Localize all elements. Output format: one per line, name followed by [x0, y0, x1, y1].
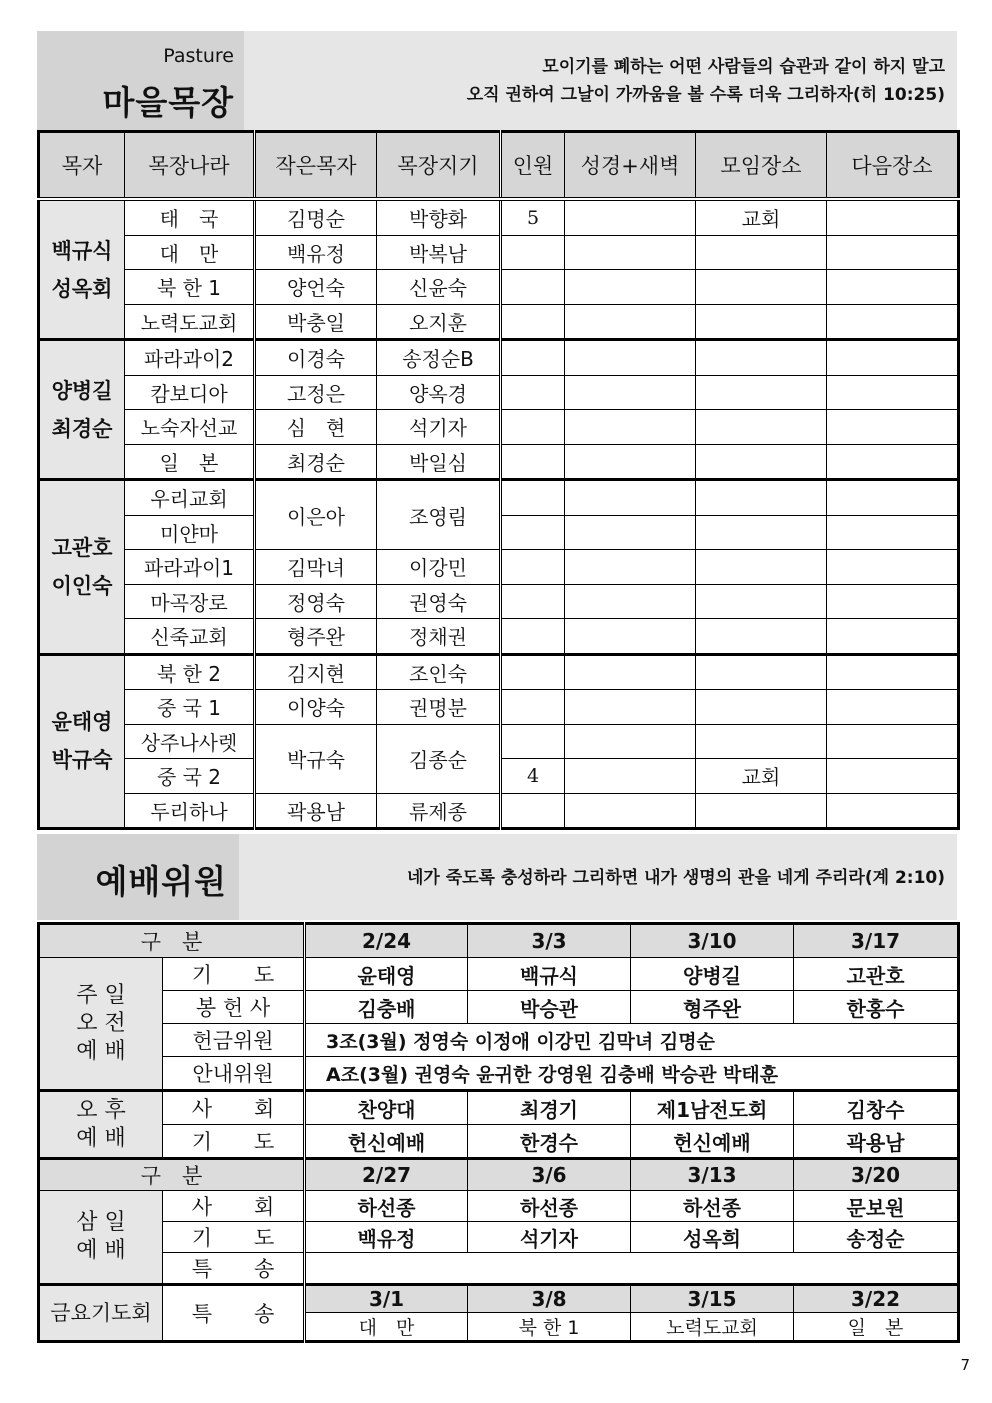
place-cell [696, 690, 827, 725]
place-cell: 교회 [696, 199, 827, 235]
table-row [39, 1222, 959, 1253]
nation-cell: 파라과이1 [125, 550, 255, 585]
name-cell: 하선종 [631, 1191, 794, 1222]
date-cell: 3/13 [631, 1159, 794, 1191]
col-header: 모임장소 [696, 132, 827, 200]
small-leader-cell: 이경숙 [255, 340, 377, 376]
count-cell [501, 584, 565, 619]
bible-cell [565, 480, 696, 516]
keeper-cell: 김종순 [377, 724, 501, 793]
mokjang-table [37, 130, 960, 830]
name-cell: 하선종 [468, 1191, 631, 1222]
wednesday-label: 삼 일 예 배 [39, 1191, 163, 1285]
small-leader-cell: 양언숙 [255, 270, 377, 305]
table-row [39, 199, 959, 235]
col-header: 목장지기 [377, 132, 501, 200]
role-label: 봉 헌 사 [163, 991, 305, 1024]
date-cell: 3/1 [305, 1285, 468, 1313]
place-cell [696, 515, 827, 550]
role-label: 특 송 [163, 1285, 305, 1342]
nation-cell: 파라과이2 [125, 340, 255, 376]
count-cell [501, 619, 565, 655]
bible-cell [565, 270, 696, 305]
verse-line-1: 모이기를 폐하는 어떤 사람들의 습관과 같이 하지 말고 [542, 57, 945, 77]
next-cell [827, 759, 959, 794]
keeper-cell: 권명분 [377, 690, 501, 725]
name-cell: 한경수 [468, 1125, 631, 1159]
next-cell [827, 480, 959, 516]
place-cell [696, 270, 827, 305]
table-row [39, 375, 959, 410]
small-leader-cell: 이양숙 [255, 690, 377, 725]
count-cell: 5 [501, 199, 565, 235]
section2-title-box [37, 834, 239, 920]
table-header-row [39, 132, 959, 200]
verse-line-2: 오직 권하여 그날이 가까움을 볼 수록 더욱 그리하자(히 10:25) [466, 85, 945, 105]
nation-cell: 중 국 1 [125, 690, 255, 725]
bible-cell [565, 444, 696, 480]
team-cell: 대 만 [305, 1313, 468, 1342]
bible-cell [565, 235, 696, 270]
keeper-cell: 이강민 [377, 550, 501, 585]
bible-cell [565, 375, 696, 410]
table-row [39, 1024, 959, 1057]
place-cell: 교회 [696, 759, 827, 794]
count-cell [501, 654, 565, 690]
name-cell: 김충배 [305, 991, 468, 1024]
keeper-cell: 양옥경 [377, 375, 501, 410]
sunday-am-label: 주 일 오 전 예 배 [39, 958, 163, 1091]
next-cell [827, 515, 959, 550]
pastor-cell: 윤태영 박규숙 [39, 654, 125, 829]
next-cell [827, 619, 959, 655]
table-row [39, 340, 959, 376]
keeper-cell: 권영숙 [377, 584, 501, 619]
table-row [39, 1091, 959, 1125]
table-row [39, 1253, 959, 1285]
name-cell: 헌신예배 [305, 1125, 468, 1159]
table-row [39, 619, 959, 655]
table-row [39, 1285, 959, 1313]
name-cell: 박승관 [468, 991, 631, 1024]
small-leader-cell: 김막녀 [255, 550, 377, 585]
bible-cell [565, 654, 696, 690]
section1-header [37, 31, 957, 130]
role-label: 사 회 [163, 1191, 305, 1222]
section2-header [37, 834, 957, 920]
place-cell [696, 584, 827, 619]
table-row [39, 270, 959, 305]
name-cell: 찬양대 [305, 1091, 468, 1125]
count-cell [501, 270, 565, 305]
role-label: 기 도 [163, 1222, 305, 1253]
table-row [39, 1057, 959, 1091]
team-cell: 북 한 1 [468, 1313, 631, 1342]
small-leader-cell: 백유정 [255, 235, 377, 270]
place-cell [696, 235, 827, 270]
count-cell [501, 724, 565, 759]
keeper-cell: 조영림 [377, 480, 501, 550]
nation-cell: 북 한 1 [125, 270, 255, 305]
keeper-cell: 류제종 [377, 793, 501, 829]
name-cell: 백규식 [468, 958, 631, 991]
keeper-cell: 박향화 [377, 199, 501, 235]
small-leader-cell: 김지현 [255, 654, 377, 690]
section1-title: 마을목장 [102, 83, 234, 122]
date-cell: 2/24 [305, 924, 468, 958]
name-cell: 헌신예배 [631, 1125, 794, 1159]
table-row [39, 690, 959, 725]
bible-cell [565, 199, 696, 235]
name-cell: 제1남전도회 [631, 1091, 794, 1125]
role-label: 헌금위원 [163, 1024, 305, 1057]
count-cell [501, 340, 565, 376]
col-header: 작은목자 [255, 132, 377, 200]
pastor-cell: 고관호 이인숙 [39, 480, 125, 655]
table-row [39, 654, 959, 690]
date-cell: 3/15 [631, 1285, 794, 1313]
place-cell [696, 619, 827, 655]
next-cell [827, 584, 959, 619]
keeper-cell: 신윤숙 [377, 270, 501, 305]
nation-cell: 노숙자선교 [125, 410, 255, 445]
date-cell: 2/27 [305, 1159, 468, 1191]
next-cell [827, 304, 959, 340]
nation-cell: 대 만 [125, 235, 255, 270]
special-song-cell [305, 1253, 959, 1285]
count-cell [501, 375, 565, 410]
count-cell [501, 550, 565, 585]
count-cell: 4 [501, 759, 565, 794]
count-cell [501, 235, 565, 270]
table-row [39, 550, 959, 585]
next-cell [827, 235, 959, 270]
next-cell [827, 550, 959, 585]
nation-cell: 노력도교회 [125, 304, 255, 340]
next-cell [827, 410, 959, 445]
nation-cell: 두리하나 [125, 793, 255, 829]
date-cell: 3/10 [631, 924, 794, 958]
bible-cell [565, 410, 696, 445]
offering-team-cell: 3조(3월) 정영숙 이정애 이강민 김막녀 김명순 [305, 1024, 959, 1057]
count-cell [501, 793, 565, 829]
table-row [39, 724, 959, 759]
pastor-cell: 백규식 성옥회 [39, 199, 125, 340]
count-cell [501, 690, 565, 725]
next-cell [827, 340, 959, 376]
col-header: 목자 [39, 132, 125, 200]
name-cell: 곽용남 [794, 1125, 959, 1159]
role-label: 안내위원 [163, 1057, 305, 1091]
nation-cell: 태 국 [125, 199, 255, 235]
count-cell [501, 410, 565, 445]
bible-cell [565, 793, 696, 829]
role-label: 기 도 [163, 958, 305, 991]
place-cell [696, 340, 827, 376]
table-row [39, 991, 959, 1024]
small-leader-cell: 고정은 [255, 375, 377, 410]
small-leader-cell: 이은아 [255, 480, 377, 550]
keeper-cell: 조인숙 [377, 654, 501, 690]
col-header: 성경+새벽 [565, 132, 696, 200]
next-cell [827, 654, 959, 690]
role-label: 사 회 [163, 1091, 305, 1125]
bible-cell [565, 584, 696, 619]
nation-cell: 신죽교회 [125, 619, 255, 655]
table-row [39, 235, 959, 270]
place-cell [696, 654, 827, 690]
small-leader-cell: 심 현 [255, 410, 377, 445]
nation-cell: 상주나사렛 [125, 724, 255, 759]
name-cell: 윤태영 [305, 958, 468, 991]
bible-cell [565, 340, 696, 376]
col-header: 다음장소 [827, 132, 959, 200]
team-cell: 노력도교회 [631, 1313, 794, 1342]
friday-label: 금요기도회 [39, 1285, 163, 1342]
nation-cell: 미얀마 [125, 515, 255, 550]
keeper-cell: 석기자 [377, 410, 501, 445]
count-cell [501, 515, 565, 550]
place-cell [696, 304, 827, 340]
keeper-cell: 박일심 [377, 444, 501, 480]
nation-cell: 캄보디아 [125, 375, 255, 410]
nation-cell: 일 본 [125, 444, 255, 480]
keeper-cell: 송정순B [377, 340, 501, 376]
count-cell [501, 444, 565, 480]
nation-cell: 중 국 2 [125, 759, 255, 794]
role-label: 특 송 [163, 1253, 305, 1285]
section1-verse [467, 53, 945, 109]
next-cell [827, 270, 959, 305]
table-row [39, 1191, 959, 1222]
nation-cell: 북 한 2 [125, 654, 255, 690]
keeper-cell: 오지훈 [377, 304, 501, 340]
place-cell [696, 375, 827, 410]
next-cell [827, 444, 959, 480]
small-leader-cell: 최경순 [255, 444, 377, 480]
nation-cell: 마곡장로 [125, 584, 255, 619]
worship-committee-table [37, 922, 960, 1343]
table-row [39, 304, 959, 340]
place-cell [696, 480, 827, 516]
place-cell [696, 724, 827, 759]
bible-cell [565, 515, 696, 550]
team-cell: 일 본 [794, 1313, 959, 1342]
small-leader-cell: 곽용남 [255, 793, 377, 829]
small-leader-cell: 박규숙 [255, 724, 377, 793]
place-cell [696, 793, 827, 829]
pastor-cell: 양병길 최경순 [39, 340, 125, 480]
bible-cell [565, 550, 696, 585]
bible-cell [565, 304, 696, 340]
date-cell: 3/3 [468, 924, 631, 958]
next-cell [827, 793, 959, 829]
small-leader-cell: 형주완 [255, 619, 377, 655]
name-cell: 석기자 [468, 1222, 631, 1253]
date-cell: 3/20 [794, 1159, 959, 1191]
name-cell: 김창수 [794, 1091, 959, 1125]
name-cell: 한홍수 [794, 991, 959, 1024]
col-header: 목장나라 [125, 132, 255, 200]
date-cell: 3/17 [794, 924, 959, 958]
section1-title-box [37, 31, 244, 130]
table-row [39, 584, 959, 619]
bible-cell [565, 759, 696, 794]
date-cell: 3/22 [794, 1285, 959, 1313]
small-leader-cell: 정영숙 [255, 584, 377, 619]
name-cell: 문보원 [794, 1191, 959, 1222]
usher-team-cell: A조(3월) 권영숙 윤귀한 강영원 김충배 박승관 박태훈 [305, 1057, 959, 1091]
count-cell [501, 304, 565, 340]
small-leader-cell: 박충일 [255, 304, 377, 340]
table-row [39, 444, 959, 480]
count-cell [501, 480, 565, 516]
keeper-cell: 정채권 [377, 619, 501, 655]
name-cell: 송정순 [794, 1222, 959, 1253]
name-cell: 양병길 [631, 958, 794, 991]
table-row [39, 480, 959, 516]
section2-verse: 네가 죽도록 충성하라 그리하면 내가 생명의 관을 네게 주리라(계 2:10) [406, 868, 945, 888]
place-cell [696, 410, 827, 445]
name-cell: 형주완 [631, 991, 794, 1024]
name-cell: 하선종 [305, 1191, 468, 1222]
place-cell [696, 444, 827, 480]
next-cell [827, 724, 959, 759]
small-leader-cell: 김명순 [255, 199, 377, 235]
keeper-cell: 박복남 [377, 235, 501, 270]
table-row [39, 410, 959, 445]
gubun-label: 구 분 [39, 1159, 305, 1191]
date-cell: 3/8 [468, 1285, 631, 1313]
gubun-label: 구 분 [39, 924, 305, 958]
place-cell [696, 550, 827, 585]
table-row [39, 793, 959, 829]
table-row [39, 1125, 959, 1159]
role-label: 기 도 [163, 1125, 305, 1159]
table-row [39, 958, 959, 991]
next-cell [827, 375, 959, 410]
page-number: 7 [960, 1356, 970, 1374]
nation-cell: 우리교회 [125, 480, 255, 516]
section1-subtitle: Pasture [163, 45, 234, 67]
name-cell: 백유정 [305, 1222, 468, 1253]
bible-cell [565, 690, 696, 725]
name-cell: 성옥희 [631, 1222, 794, 1253]
bible-cell [565, 619, 696, 655]
date-header-row [39, 1159, 959, 1191]
name-cell: 고관호 [794, 958, 959, 991]
name-cell: 최경기 [468, 1091, 631, 1125]
next-cell [827, 199, 959, 235]
col-header: 인원 [501, 132, 565, 200]
section2-title: 예배위원 [95, 862, 227, 901]
bible-cell [565, 724, 696, 759]
sunday-pm-label: 오 후 예 배 [39, 1091, 163, 1159]
date-header-row [39, 924, 959, 958]
next-cell [827, 690, 959, 725]
date-cell: 3/6 [468, 1159, 631, 1191]
